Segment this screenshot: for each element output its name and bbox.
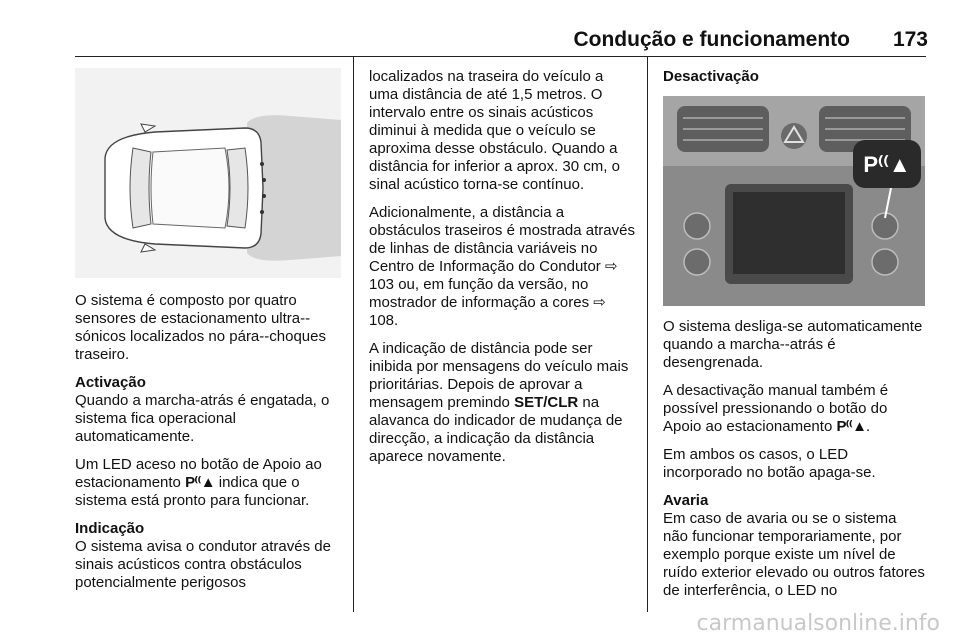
- page-reference-2[interactable]: 108.: [369, 312, 399, 329]
- display-text-start: Adicionalmente, a distância a obstáculos traseiros é mostrada através de linhas de distância variáveis no Centro de Informação do Condutor: [369, 204, 635, 275]
- fault-text: Em caso de avaria ou se o sistema não funcionar temporariamente, por exemplo porque existe um nível de ruído exterior elevado ou outros fatores de interferência, o LED no: [663, 510, 925, 599]
- led-off-paragraph: Em ambos os casos, o LED incorporado no botão apaga-se.: [663, 446, 876, 481]
- park-assist-icon: P⁽⁽▲: [185, 474, 215, 491]
- set-clr-key: SET/CLR: [514, 394, 579, 411]
- manual-off-text: A desactivação manual também é possível pressionando o botão do Apoio ao estacionamento: [663, 382, 889, 435]
- distance-paragraph: localizados na traseira do veículo a uma distância de até 1,5 metros. O intervalo entre os sinais acústicos diminui à medida que o veículo se aproxima desse obstáculo. Quando a distância for inferior a aprox. 30 cm, o sinal acústico torna-se contínuo.: [369, 68, 620, 193]
- reference-arrow-icon: ⇨: [593, 294, 606, 311]
- column-divider-2: [647, 57, 648, 612]
- inhibit-paragraph: [369, 340, 635, 466]
- column-2: [369, 68, 635, 476]
- svg-text:P⁽⁽▲: P⁽⁽▲: [863, 152, 911, 177]
- column-1: [75, 292, 345, 602]
- indication-heading: Indicação: [75, 520, 145, 537]
- led-text-start: Um LED aceso no botão de Apoio ao estacionamento: [75, 456, 322, 491]
- page-number: 173: [892, 28, 928, 51]
- deactivation-heading: Desactivação: [663, 68, 759, 85]
- section-title: Condução e funcionamento: [573, 28, 850, 51]
- indication-text: O sistema avisa o condutor através de sinais acústicos contra obstáculos potencialmente perigosos: [75, 538, 331, 591]
- activation-heading: Activação: [75, 374, 146, 391]
- column-3: [663, 68, 925, 86]
- display-text-middle: ou, em função da versão, no mostrador de informação a cores: [369, 276, 590, 311]
- fault-heading: Avaria: [663, 492, 709, 509]
- led-paragraph: [75, 456, 345, 510]
- park-assist-icon: P⁽⁽▲: [836, 418, 866, 435]
- page-reference-1[interactable]: 103: [369, 276, 395, 293]
- manual-off-period: .: [865, 418, 871, 435]
- inhibit-text-end: na alavanca do indicador de mudança de direcção, a indicação da distância aparece novamente.: [369, 394, 623, 465]
- display-paragraph: [369, 204, 635, 330]
- page-header: [0, 0, 960, 60]
- header-divider: [75, 56, 926, 57]
- led-text-end: indica que o sistema está pronto para funcionar.: [75, 474, 310, 509]
- reference-arrow-icon: ⇨: [604, 258, 618, 275]
- manual-off-paragraph: [663, 382, 925, 436]
- inhibit-text-start: A indicação de distância pode ser inibida por mensagens do veículo mais prioritárias. Depois de aprovar a mensagem premindo: [369, 340, 629, 411]
- column-divider-1: [353, 57, 354, 612]
- dashboard-illustration: [663, 96, 925, 306]
- auto-off-paragraph: O sistema desliga-se automaticamente quando a marcha--atrás é desengrenada.: [663, 318, 923, 371]
- activation-text: Quando a marcha-atrás é engatada, o sistema fica operacional automaticamente.: [75, 392, 330, 445]
- car-sensor-illustration: [75, 68, 341, 278]
- watermark: carmanualsonline.info: [696, 611, 940, 636]
- intro-paragraph: O sistema é composto por quatro sensores de estacionamento ultra--sónicos localizados no pára--choques traseiro.: [75, 292, 326, 363]
- column-3-text: [663, 318, 925, 610]
